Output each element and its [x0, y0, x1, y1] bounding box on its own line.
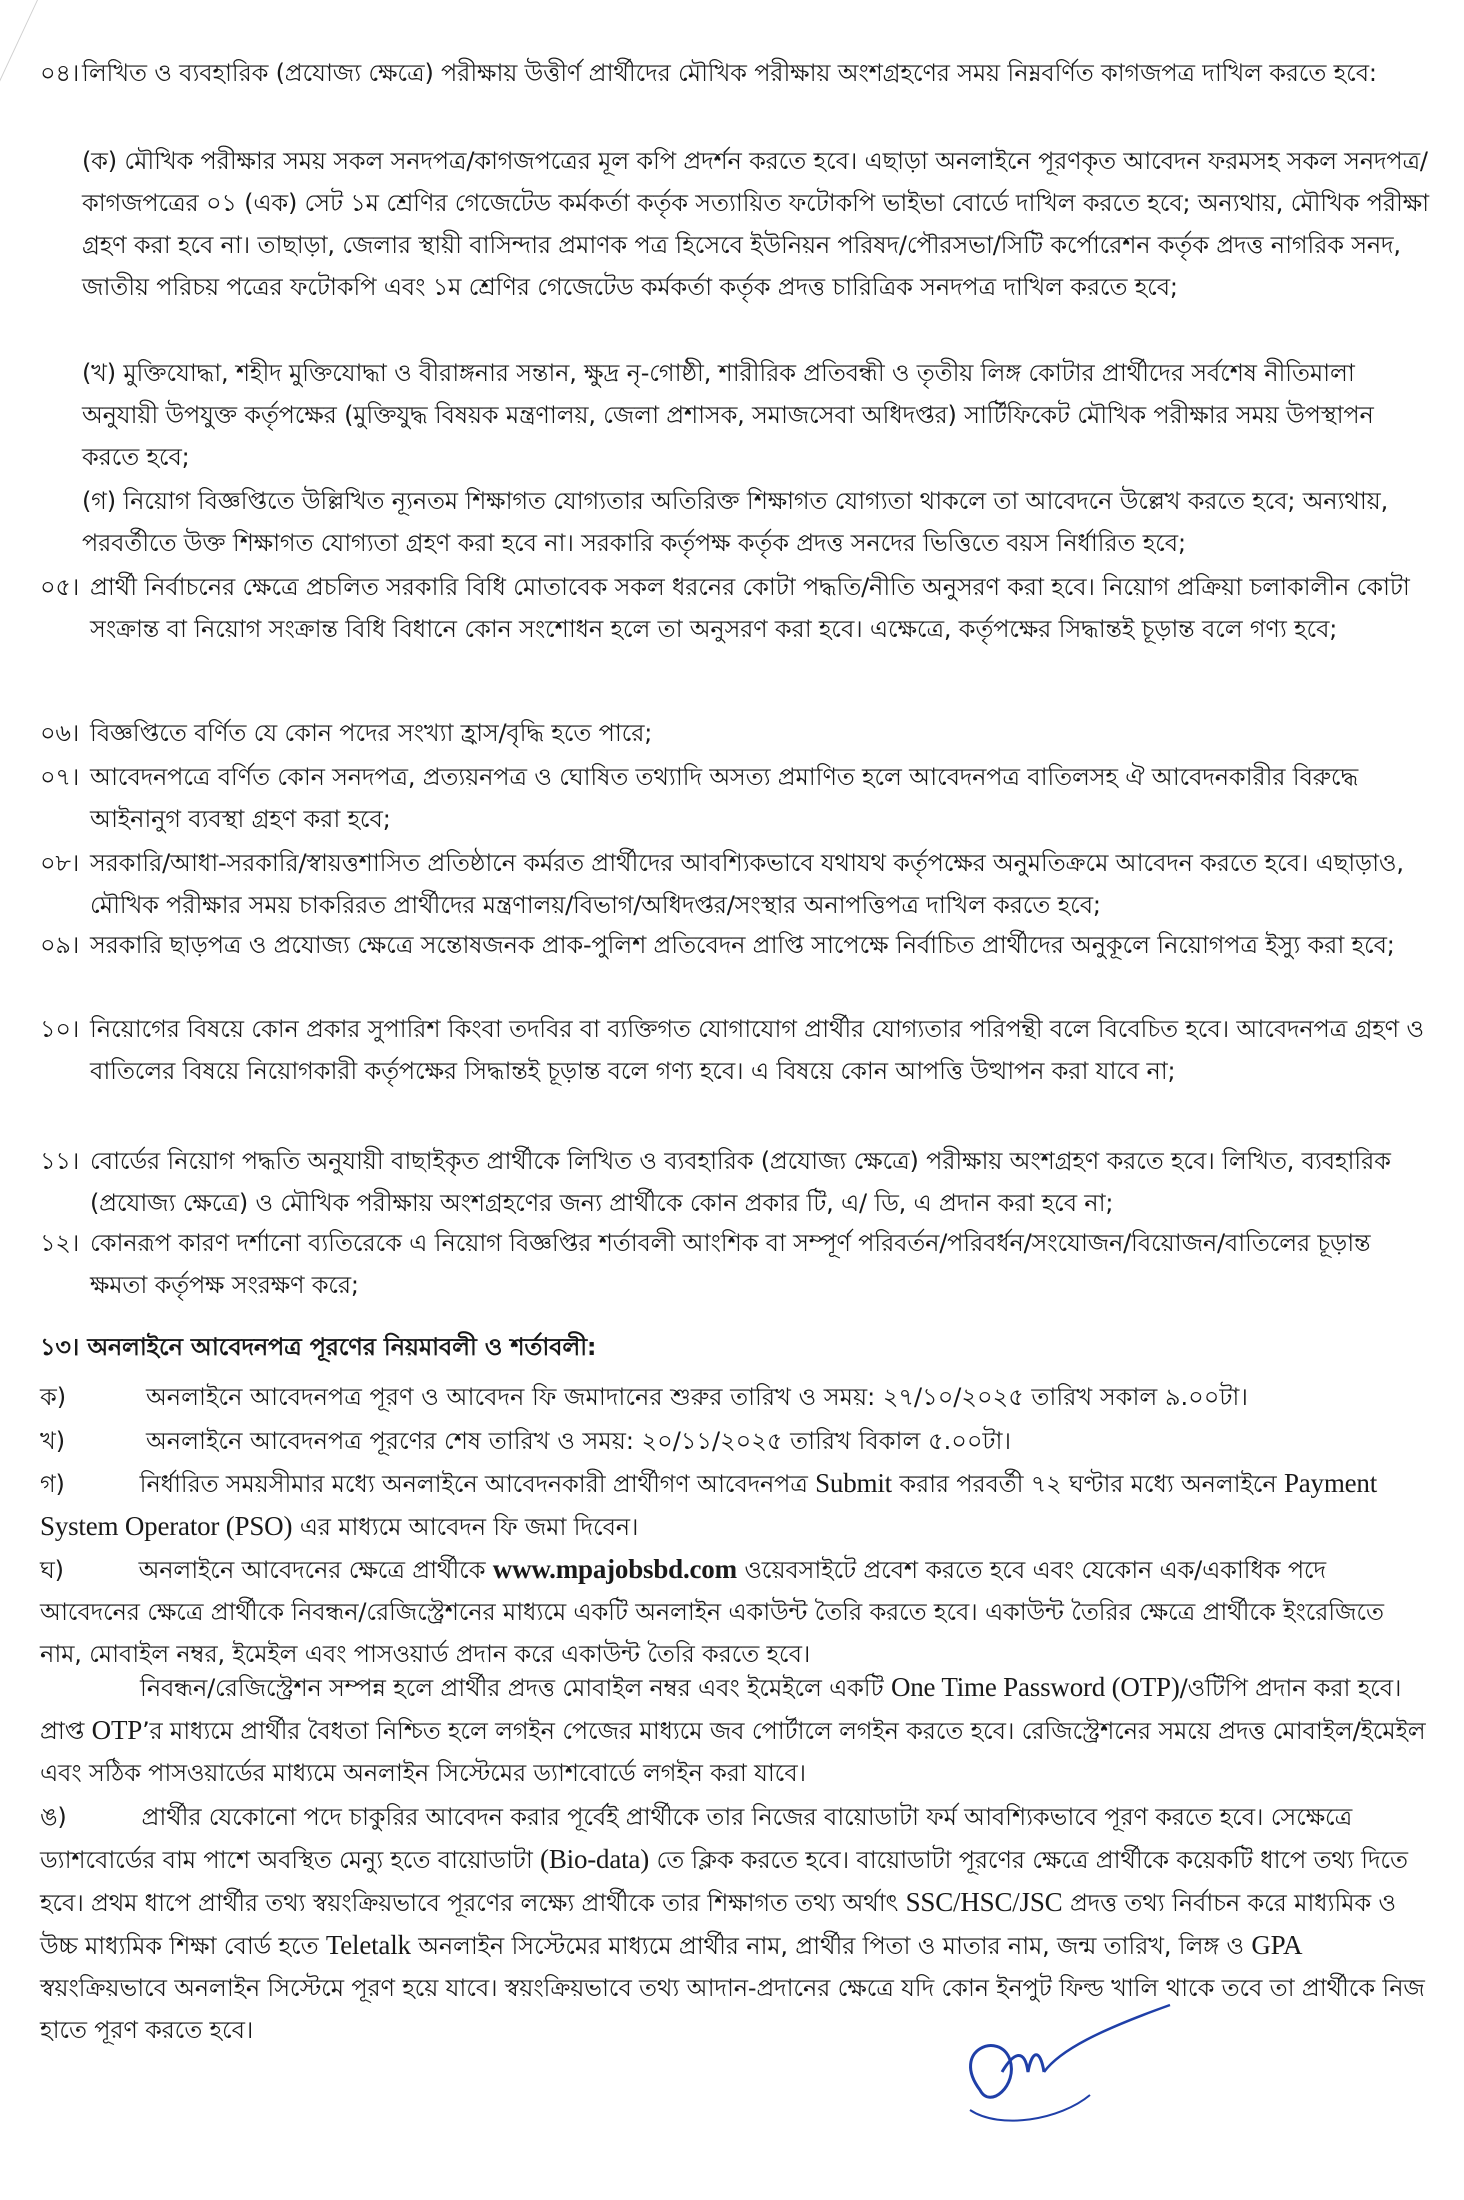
sub-item-text: (ক) মৌখিক পরীক্ষার সময় সকল সনদপত্র/কাগজপত্রের মূল কপি প্রদর্শন করতে হবে। এছাড়া অনলাইনে পূরণকৃত আবেদন ফরমসহ সকল সনদপত্র/কাগজপত্রের ০১ (এক) সেট ১ম শ্রেণির গেজেটেড কর্মকর্তা কর্তৃক সত্যায়িত ফটোকপি ভাইভা বোর্ডে দাখিল করতে হবে; অন্যথায়, মৌখিক পরীক্ষা গ্রহণ করা হবে না। তাছাড়া, জেলার স্থায়ী বাসিন্দার প্রমাণক পত্র হিসেবে ইউনিয়ন পরিষদ/পৌরসভা/সিটি কর্পোরেশন কর্তৃক প্রদত্ত নাগরিক সনদ, জাতীয় পরিচয় পত্রের ফটোকপি এবং ১ম শ্রেণির গেজেটেড কর্মকর্তা কর্তৃক প্রদত্ত চারিত্রিক সনদপত্র দাখিল করতে হবে;	[82, 147, 1429, 301]
sub-text: এর মাধ্যমে আবেদন ফি জমা দিবেন।	[299, 1513, 639, 1541]
item-text: সরকারি ছাড়পত্র ও প্রযোজ্য ক্ষেত্রে সন্তোষজনক প্রাক-পুলিশ প্রতিবেদন প্রাপ্তি সাপেক্ষে নির্বাচিত প্রার্থীদের অনুকূলে নিয়োগপত্র ইস্যু করা হবে;	[90, 931, 1395, 959]
item-04-kha	[82, 352, 1430, 478]
pso-term: Payment System Operator (PSO)	[40, 1468, 1378, 1541]
item-number: ০৬।	[40, 719, 80, 747]
sub-text: অনলাইনে আবেদনপত্র পূরণের শেষ তারিখ ও সময়: ২০/১১/২০২৫ তারিখ বিকাল ৫.০০টা।	[146, 1427, 1012, 1455]
exam-terms: SSC/HSC/JSC	[905, 1887, 1063, 1917]
section-13-heading	[40, 1326, 1430, 1368]
submit-term: Submit	[815, 1468, 892, 1498]
item-text: সরকারি/আধা-সরকারি/স্বায়ত্তশাসিত প্রতিষ্ঠানে কর্মরত প্রার্থীদের আবশ্যিকভাবে যথাযথ কর্তৃপক্ষের অনুমতিক্রমে আবেদন করতে হবে। এছাড়াও, মৌখিক পরীক্ষার সময় চাকরিরত প্রার্থীদের মন্ত্রণালয়/বিভাগ/অধিদপ্তর/সংস্থার অনাপত্তিপত্র দাখিল করতে হবে;	[90, 849, 1404, 919]
sub-text: প্রদত্ত তথ্য নির্বাচন করে মাধ্যমিক ও উচ্চ মাধ্যমিক শিক্ষা বোর্ড হতে	[40, 1889, 1396, 1960]
item-04-ga	[82, 480, 1430, 564]
item-number: ১১।	[40, 1147, 80, 1175]
otp-term: One Time Password (OTP)	[890, 1672, 1180, 1702]
sub-paragraph	[40, 1666, 1430, 1794]
item-number: ০৮।	[40, 849, 80, 877]
item-text: বোর্ডের নিয়োগ পদ্ধতি অনুযায়ী বাছাইকৃত প্রার্থীকে লিখিত ও ব্যবহারিক (প্রযোজ্য ক্ষেত্রে) পরীক্ষায় অংশগ্রহণ করতে হবে। লিখিত, ব্যবহারিক (প্রযোজ্য ক্ষেত্রে) ও মৌখিক পরীক্ষায় অংশগ্রহণের জন্য প্রার্থীকে কোন প্রকার টি, এ/ ডি, এ প্রদান করা হবে না;	[90, 1147, 1391, 1217]
section-13-gha	[40, 1548, 1430, 1675]
sub-label: খ)	[40, 1427, 66, 1455]
sub-label: ঙ)	[40, 1803, 67, 1831]
section-heading-text: ১৩। অনলাইনে আবেদনপত্র পূরণের নিয়মাবলী ও শর্তাবলী:	[40, 1333, 597, 1361]
item-04-ka	[82, 140, 1430, 308]
item-number: ০৪।	[40, 59, 80, 87]
sub-text: নির্ধারিত সময়সীমার মধ্যে অনলাইনে আবেদনকারী প্রার্থীগণ আবেদনপত্র	[139, 1470, 808, 1498]
sub-text: প্রার্থীর যেকোনো পদে চাকুরির আবেদন করার পূর্বেই প্রার্থীকে তার নিজের বায়োডাটা ফর্ম আবশ্যিকভাবে পূরণ করতে হবে। সেক্ষেত্রে ড্যাশবোর্ডের বাম পাশে অবস্থিত মেন্যু হতে বায়োডাটা	[40, 1803, 1353, 1874]
section-13-uma	[40, 1796, 1430, 2051]
item-text: বিজ্ঞপ্তিতে বর্ণিত যে কোন পদের সংখ্যা হ্রাস/বৃদ্ধি হতে পারে;	[90, 719, 653, 747]
item-number: ০৯।	[40, 931, 80, 959]
section-13-otp	[40, 1666, 1430, 1794]
item-text: প্রার্থী নির্বাচনের ক্ষেত্রে প্রচলিত সরকারি বিধি মোতাবেক সকল ধরনের কোটা পদ্ধতি/নীতি অনুসরণ করা হবে। নিয়োগ প্রক্রিয়া চলাকালীন কোটা সংক্রান্ত বা নিয়োগ সংক্রান্ত বিধি বিধানে কোন সংশোধন হলে তা অনুসরণ করা হবে। এক্ষেত্রে, কর্তৃপক্ষের সিদ্ধান্তই চূড়ান্ত বলে গণ্য হবে;	[90, 573, 1410, 643]
sub-item-text: (গ) নিয়োগ বিজ্ঞপ্তিতে উল্লিখিত ন্যূনতম শিক্ষাগত যোগ্যতার অতিরিক্ত শিক্ষাগত যোগ্যতা থাকলে তা আবেদনে উল্লেখ করতে হবে; অন্যথায়, পরবর্তীতে উক্ত শিক্ষাগত যোগ্যতা গ্রহণ করা হবে না। সরকারি কর্তৃপক্ষ কর্তৃক প্রদত্ত সনদের ভিত্তিতে বয়স নির্ধারিত হবে;	[82, 487, 1389, 557]
sub-label: ক)	[40, 1383, 67, 1411]
sub-paragraph	[40, 1548, 1430, 1675]
sub-text: স্বয়ংক্রিয়ভাবে অনলাইন সিস্টেমে পূরণ হয়ে যাবে। স্বয়ংক্রিয়ভাবে তথ্য আদান-প্রদানের ক্ষেত্রে যদি কোন ইনপুট ফিল্ড খালি থাকে তবে তা প্রার্থীকে নিজ হাতে পূরণ করতে হবে।	[40, 1974, 1425, 2044]
scan-edge-mark	[0, 0, 38, 90]
sub-text: তে ক্লিক করতে হবে। বায়োডাটা পূরণের ক্ষেত্রে প্রার্থীকে কয়েকটি ধাপে তথ্য দিতে হবে। প্রথম ধাপে প্রার্থীর তথ্য স্বয়ংক্রিয়ভাবে পূরণের লক্ষ্যে প্রার্থীকে তার শিক্ষাগত তথ্য অর্থাৎ	[40, 1846, 1408, 1917]
sub-text: নিবন্ধন/রেজিস্ট্রেশন সম্পন্ন হলে প্রার্থীর প্রদত্ত মোবাইল নম্বর এবং ইমেইলে একটি	[140, 1674, 884, 1702]
item-number: ০৭।	[40, 763, 80, 791]
item-04-intro	[40, 52, 1430, 98]
handwritten-signature	[940, 1990, 1180, 2140]
item-number: ০৫।	[40, 573, 80, 601]
item-number: ১০।	[40, 1015, 80, 1043]
sub-item-text: (খ) মুক্তিযোদ্ধা, শহীদ মুক্তিযোদ্ধা ও বীরাঙ্গনার সন্তান, ক্ষুদ্র নৃ-গোষ্ঠী, শারীরিক প্রতিবন্ধী ও তৃতীয় লিঙ্গ কোটার প্রার্থীদের সর্বশেষ নীতিমালা অনুযায়ী উপযুক্ত কর্তৃপক্ষের (মুক্তিযুদ্ধ বিষয়ক মন্ত্রণালয়, জেলা প্রশাসক, সমাজসেবা অধিদপ্তর) সার্টিফিকেট মৌখিক পরীক্ষার সময় উপস্থাপন করতে হবে;	[82, 359, 1374, 471]
website-link[interactable]: www.mpajobsbd.com	[492, 1554, 737, 1584]
item-number: ১২।	[40, 1229, 80, 1257]
sub-text: ’র মাধ্যমে প্রার্থীর বৈধতা নিশ্চিত হলে লগইন পেজের মাধ্যমে জব পোর্টালে লগইন করতে হবে। রেজিস্ট্রেশনের সময়ে প্রদত্ত মোবাইল/ইমেইল এবং সঠিক পাসওয়ার্ডের মাধ্যমে অনলাইন সিস্টেমের ড্যাশবোর্ডে লগইন করা যাবে।	[40, 1717, 1426, 1787]
item-text: নিয়োগের বিষয়ে কোন প্রকার সুপারিশ কিংবা তদবির বা ব্যক্তিগত যোগাযোগ প্রার্থীর যোগ্যতার পরিপন্থী বলে বিবেচিত হবে। আবেদনপত্র গ্রহণ ও বাতিলের বিষয়ে নিয়োগকারী কর্তৃপক্ষের সিদ্ধান্তই চূড়ান্ত বলে গণ্য হবে। এ বিষয়ে কোন আপত্তি উত্থাপন করা যাবে না;	[90, 1015, 1424, 1085]
sub-text: করার পরবর্তী ৭২ ঘণ্টার মধ্যে অনলাইনে	[899, 1470, 1277, 1498]
sub-paragraph	[40, 1462, 1430, 1548]
biodata-term: (Bio-data)	[540, 1844, 650, 1874]
sub-label: ঘ)	[40, 1556, 64, 1584]
sub-text: /ওটিপি প্রদান করা হবে। প্রাপ্ত	[40, 1674, 1402, 1745]
otp-short-term: OTP	[91, 1715, 143, 1745]
gpa-term: GPA	[1251, 1930, 1303, 1960]
sub-paragraph	[40, 1796, 1430, 2051]
item-text: লিখিত ও ব্যবহারিক (প্রযোজ্য ক্ষেত্রে) পরীক্ষায় উত্তীর্ণ প্রার্থীদের মৌখিক পরীক্ষায় অংশগ্রহণের সময় নিম্নবর্ণিত কাগজপত্র দাখিল করতে হবে:	[82, 59, 1377, 87]
sub-text: অনলাইন সিস্টেমের মাধ্যমে প্রার্থীর নাম, প্রার্থীর পিতা ও মাতার নাম, জন্ম তারিখ, লিঙ্গ ও	[418, 1932, 1244, 1960]
teletalk-term: Teletalk	[325, 1930, 411, 1960]
section-13-ga	[40, 1462, 1430, 1548]
sub-text: ওয়েবসাইটে প্রবেশ করতে হবে এবং যেকোন এক/একাধিক পদে আবেদনের ক্ষেত্রে প্রার্থীকে নিবন্ধন/রেজিস্ট্রেশনের মাধ্যমে একটি অনলাইন একাউন্ট তৈরি করতে হবে। একাউন্ট তৈরির ক্ষেত্রে প্রার্থীকে ইংরেজিতে নাম, মোবাইল নম্বর, ইমেইল এবং পাসওয়ার্ড প্রদান করে একাউন্ট তৈরি করতে হবে।	[40, 1556, 1384, 1668]
sub-label: গ)	[40, 1470, 65, 1498]
sub-text: অনলাইনে আবেদনপত্র পূরণ ও আবেদন ফি জমাদানের শুরুর তারিখ ও সময়: ২৭/১০/২০২৫ তারিখ সকাল ৯.০০টা।	[146, 1383, 1248, 1411]
item-text: আবেদনপত্রে বর্ণিত কোন সনদপত্র, প্রত্যয়নপত্র ও ঘোষিত তথ্যাদি অসত্য প্রমাণিত হলে আবেদনপত্র বাতিলসহ ঐ আবেদনকারীর বিরুদ্ধে আইনানুগ ব্যবস্থা গ্রহণ করা হবে;	[90, 763, 1358, 833]
item-text: কোনরূপ কারণ দর্শানো ব্যতিরেকে এ নিয়োগ বিজ্ঞপ্তির শর্তাবলী আংশিক বা সম্পূর্ণ পরিবর্তন/পরিবর্ধন/সংযোজন/বিয়োজন/বাতিলের চূড়ান্ত ক্ষমতা কর্তৃপক্ষ সংরক্ষণ করে;	[90, 1229, 1371, 1299]
sub-text: অনলাইনে আবেদনের ক্ষেত্রে প্রার্থীকে	[138, 1556, 486, 1584]
